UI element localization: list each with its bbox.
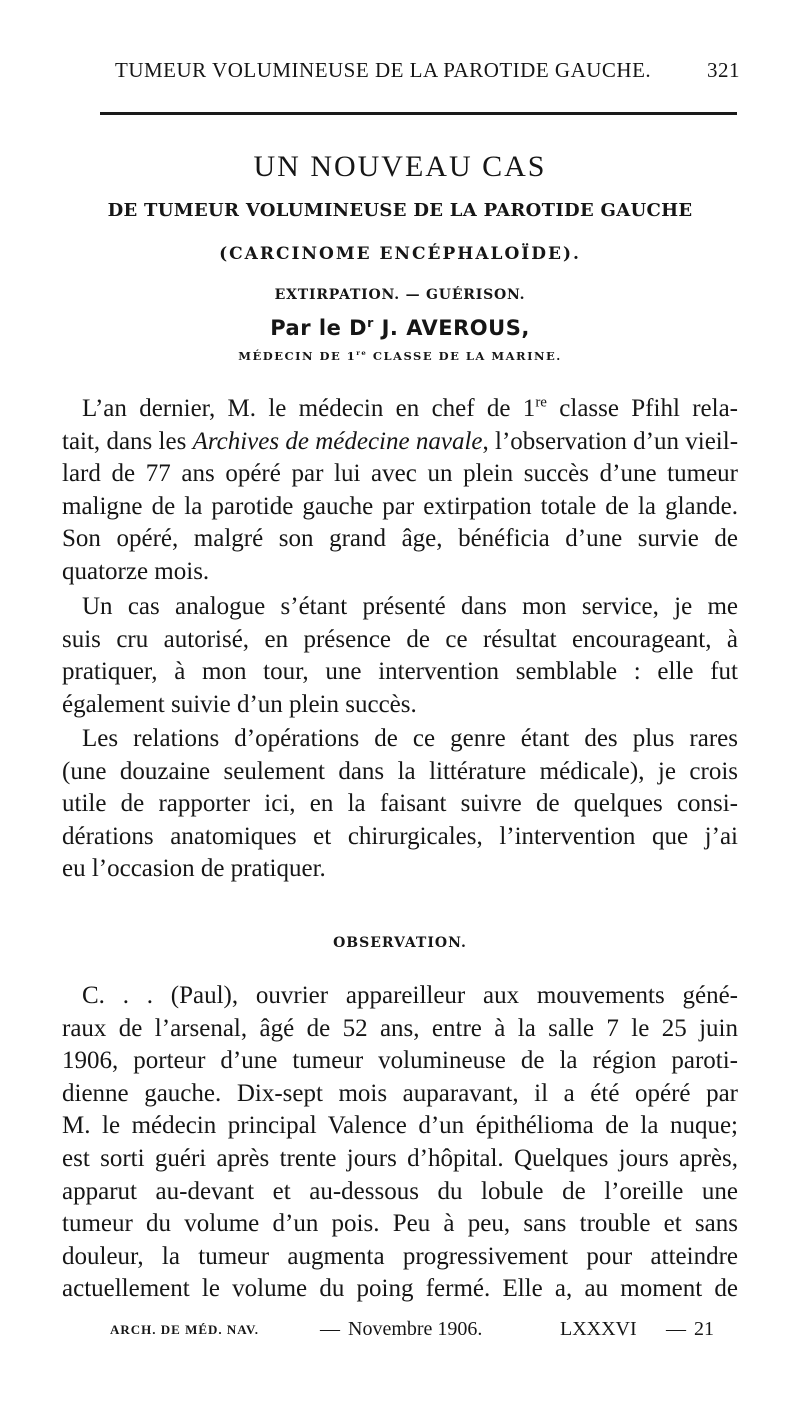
footer-date [312,1318,482,1341]
text-line: Les relations d’opérations de ce genre étant des plus rares [82,725,738,752]
header-rule [100,112,737,115]
article-title-line-2: DE TUMEUR VOLUMINEUSE DE LA PAROTIDE GAUCHE [107,200,693,221]
footer-journal: ARCH. DE MÉD. NAV. [110,1322,259,1337]
text-line: M. le médecin principal Valence d’un épithélioma de la nuque; [62,1112,738,1140]
text-line: lard de 77 ans opéré par lui avec un plein succès d’une tumeur [62,460,738,488]
footer-separator: — [320,1318,340,1340]
section-heading: OBSERVATION. [333,935,467,951]
affiliation-superscript: re [356,349,368,358]
byline-superscript: r [367,315,374,330]
text-line: dérations anatomiques et chirurgicales, l’intervention que j’ai [62,822,738,850]
text-line: pratiquer, à mon tour, une intervention semblable : elle fut [62,658,738,686]
text-line [62,426,738,459]
text-line: est sorti guéri après trente jours d’hôpital. Quelques jours après, [62,1144,738,1172]
running-header [60,58,740,92]
text-line: maligne de la parotide gauche par extirpation totale de la glande. [62,492,738,520]
page-footer [60,1318,740,1346]
text-line: douleur, la tumeur augmenta progressivement pour atteindre [62,1242,738,1270]
footer-separator: — [666,1318,686,1340]
text-line: raux de l’arsenal, âgé de 52 ans, entre à la salle 7 le 25 juin [62,1014,738,1042]
text-segment: L’an dernier, M. le médecin en chef de 1 [82,395,536,422]
text-line: également suivie d’un plein succès. [62,690,417,718]
text-segment: tait, dans les [62,427,193,455]
paragraph-3 [62,723,738,886]
text-line: actuellement le volume du poing fermé. Elle a, au moment de [62,1275,738,1303]
journal-reference-italic: Archives de médecine navale [192,427,483,455]
text-line: utile de rapporter ici, en la faisant suivre de quelques consi- [62,790,738,818]
page-number: 321 [707,58,740,82]
text-line: quatorze mois. [62,557,210,585]
paragraph-4 [62,980,738,1306]
ordinal-superscript: re [535,394,547,411]
text-line: suis cru autorisé, en présence de ce résultat encourageant, à [62,625,738,653]
article-title-line-3: (CARCINOME ENCÉPHALOÏDE). [219,244,581,264]
paragraph-2 [62,591,738,721]
text-line: apparut au-devant et au-dessous du lobule de l’oreille une [62,1177,738,1205]
byline [60,316,740,340]
text-line: C. . . (Paul), ouvrier appareilleur aux mouvements géné- [82,982,738,1009]
byline-prefix: Par le D [270,316,368,340]
text-line: eu l’occasion de pratiquer. [62,855,326,883]
text-segment: classe Pfihl rela- [546,395,738,422]
text-segment: , l’observation d’un vieil- [482,427,739,455]
footer-signature [658,1318,714,1341]
text-line [62,393,738,426]
article-subtitle: EXTIRPATION. — GUÉRISON. [274,287,526,303]
article-title-line-1: UN NOUVEAU CAS [253,150,547,183]
paragraph-1 [62,393,738,589]
text-line: dienne gauche. Dix-sept mois auparavant, il a été opéré par [62,1079,738,1107]
footer-date-text: Novembre 1906. [348,1318,483,1340]
affiliation-suffix: CLASSE DE LA MARINE. [367,349,562,363]
running-header-title: TUMEUR VOLUMINEUSE DE LA PAROTIDE GAUCHE. [115,58,652,82]
text-line: Son opéré, malgré son grand âge, bénéficia d’une survie de [62,525,738,553]
footer-volume: LXXXVI [560,1318,637,1340]
footer-signature-number: 21 [694,1318,714,1340]
text-line: tumeur du volume d’un pois. Peu à peu, sans trouble et sans [62,1210,738,1238]
author-affiliation [60,349,740,363]
author-name: J. AVEROUS, [373,316,530,340]
text-line: 1906, porteur d’une tumeur volumineuse de la région paroti- [62,1047,738,1075]
text-line: Un cas analogue s’étant présenté dans mon service, je me [82,593,738,620]
affiliation-prefix: MÉDECIN DE 1 [238,349,357,363]
text-line: (une douzaine seulement dans la littérature médicale), je crois [62,757,738,785]
